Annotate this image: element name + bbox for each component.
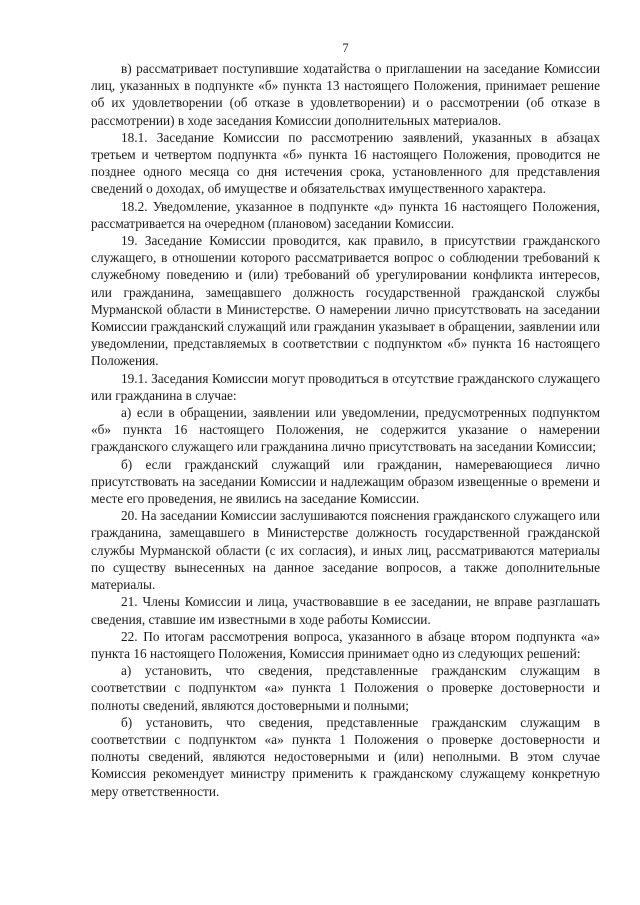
- paragraph-19-1-b: б) если гражданский служащий или гражданин, намеревающиеся лично присутствовать на заседании Комиссии и надлежащим образом извещенные о времени и месте его проведения, не явились на заседание Комиссии.: [91, 456, 600, 507]
- paragraph-21: 21. Члены Комиссии и лица, участвовавшие в ее заседании, не вправе разглашать сведения, ставшие им известными в ходе работы Комиссии.: [91, 594, 600, 627]
- paragraph-19: 19. Заседание Комиссии проводится, как правило, в присутствии гражданского служащего, в отношении которого рассматривается вопрос о соблюдении требований к служебному поведению и (или) требований об урегулировании конфликта интересов, или гражданина, замещавшего должность государственной гражданской службы Мурманской области в Министерстве. О намерении лично присутствовать на заседании Комиссии гражданский служащий или гражданин указывает в обращении, заявлении или уведомлении, представляемых в соответствии с подпунктом «б» пункта 16 настоящего Положения.: [91, 233, 600, 369]
- paragraph-20: 20. На заседании Комиссии заслушиваются пояснения гражданского служащего или гражданина, замещавшего в Министерстве должность государственной гражданской службы Мурманской области (с их согласия), и иных лиц, рассматриваются материалы по существу вынесенных на данное заседание вопросов, а также дополнительные материалы.: [91, 508, 600, 593]
- paragraph-3v: в) рассматривает поступившие ходатайства о приглашении на заседание Комиссии лиц, указанных в подпункте «б» пункта 13 настоящего Положения, принимает решение об их удовлетворении (об отказе в удовлетворении) и о рассмотрении (об отказе в рассмотрении) в ходе заседания Комиссии дополнительных материалов.: [91, 61, 600, 128]
- paragraph-19-1-a: а) если в обращении, заявлении или уведомлении, предусмотренных подпунктом «б» пункта 16 настоящего Положения, не содержится указание о намерении гражданского служащего или гражданина лично присутствовать на заседании Комиссии;: [91, 405, 600, 455]
- paragraph-22-a: а) установить, что сведения, представленные гражданским служащим в соответствии с подпунктом «а» пункта 1 Положения о проверке достоверности и полноты сведений, являются достоверными и полными;: [91, 663, 600, 713]
- page-number: 7: [342, 41, 349, 55]
- paragraph-22-b: б) установить, что сведения, представленные гражданским служащим в соответствии с подпунктом «а» пункта 1 Положения о проверке достоверности и полноты сведений, являются недостоверными и (или) неполными. В этом случае Комиссия рекомендует министру применить к гражданскому служащему конкретную меру ответственности.: [91, 714, 600, 799]
- paragraph-18-2: 18.2. Уведомление, указанное в подпункте «д» пункта 16 настоящего Положения, рассматривается на очередном (плановом) заседании Комиссии.: [91, 198, 600, 231]
- paragraph-19-1: 19.1. Заседания Комиссии могут проводиться в отсутствие гражданского служащего или гражданина в случае:: [91, 370, 600, 403]
- paragraph-18-1: 18.1. Заседание Комиссии по рассмотрению заявлений, указанных в абзацах третьем и четвертом подпункта «б» пункта 16 настоящего Положения, проводится не позднее одного месяца со дня истечения срока, установленного для представления сведений о доходах, об имуществе и обязательствах имущественного характера.: [91, 129, 600, 197]
- paragraph-22: 22. По итогам рассмотрения вопроса, указанного в абзаце втором подпункта «а» пункта 16 настоящего Положения, Комиссия принимает одно из следующих решений:: [91, 628, 600, 661]
